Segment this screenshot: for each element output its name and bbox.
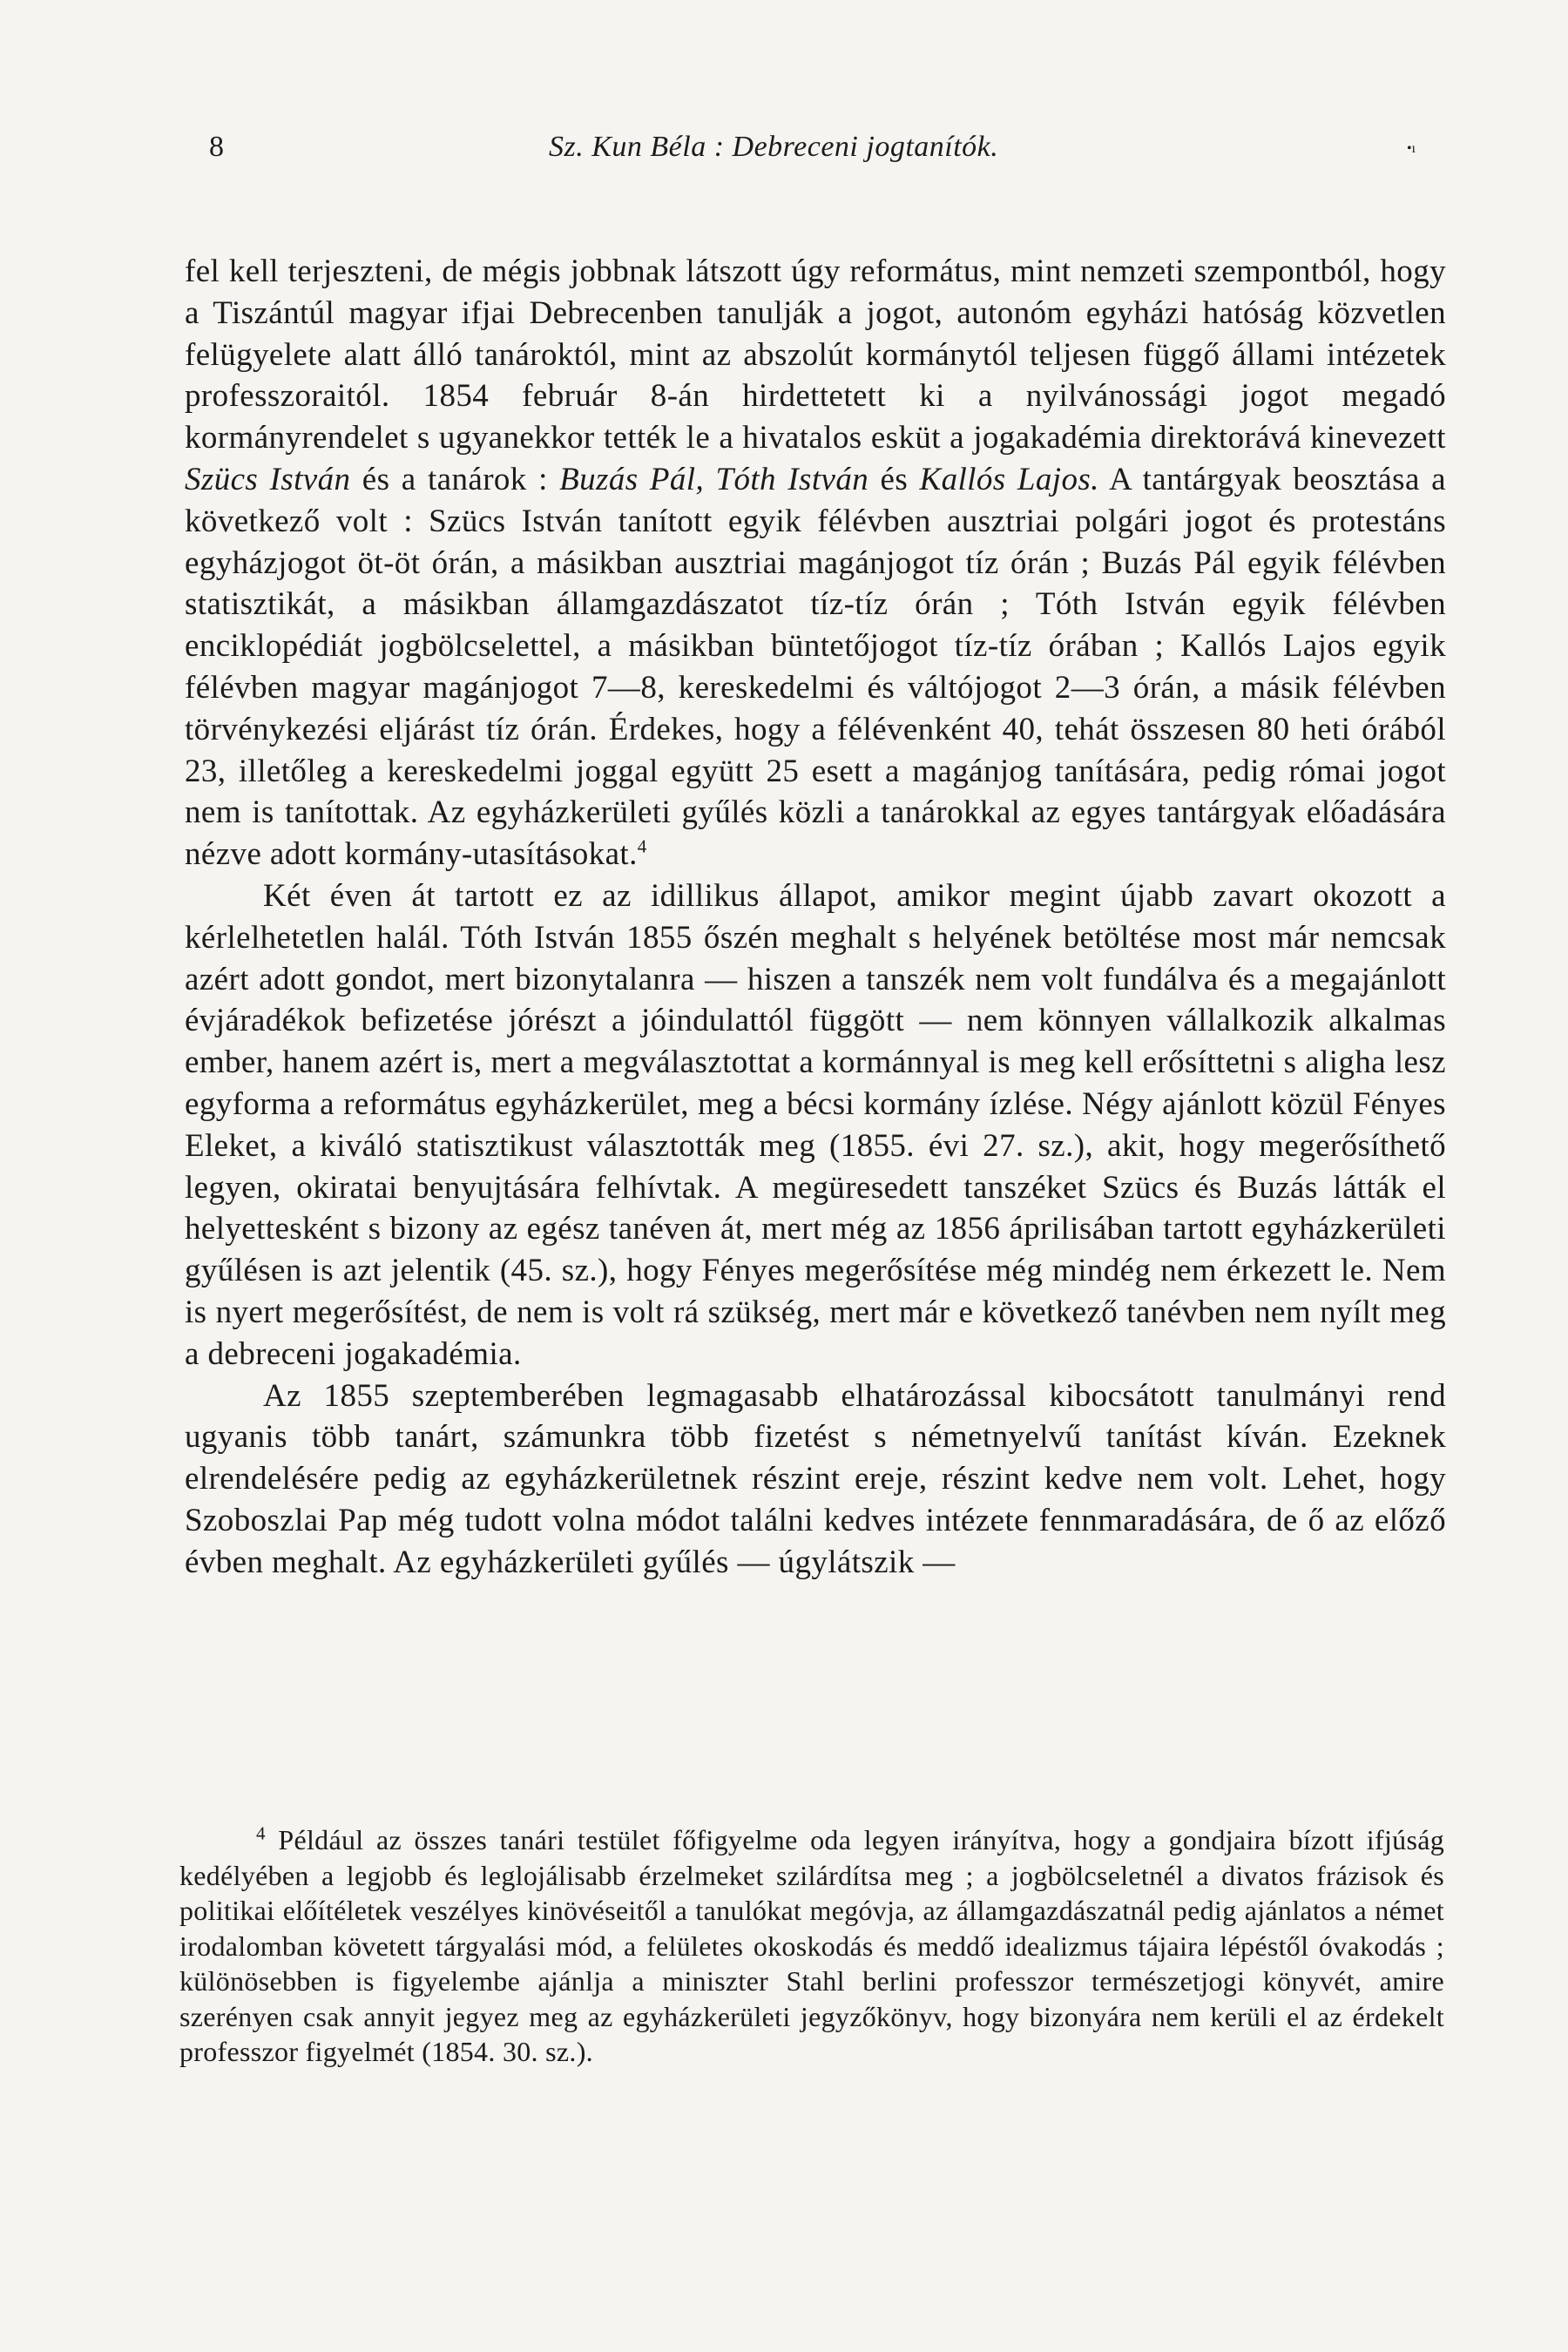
paragraph-3: Az 1855 szeptemberében legmagasabb elhatározással kibocsátott tanulmányi rend ugyanis több tanárt, számunkra több fizetést s németnyelvű tanítást kíván. Ezeknek elrendelésére pedig az egyházkerületnek részint ereje, részint kedve nem volt. Lehet, hogy Szoboszlai Pap még tudott volna módot találni kedves intézete fennmaradására, de ő az előző évben meghalt. Az egyházkerületi gyűlés — úgylátszik — — [185, 1377, 1446, 1580]
corner-mark: •ı — [1406, 141, 1416, 156]
name-kallos-lajos: Kallós Lajos. — [919, 461, 1099, 497]
page-header — [209, 131, 1416, 174]
paragraph-1-text-b: és a tanárok : — [350, 461, 560, 497]
footnote-marker: 4 — [256, 1822, 266, 1844]
footnote-reference: 4 — [637, 835, 647, 857]
body-text — [185, 251, 1446, 1584]
paragraph-1 — [185, 251, 1446, 875]
running-head: Sz. Kun Béla : Debreceni jogtanítók. — [549, 131, 999, 163]
paragraph-1-text-a: fel kell terjeszteni, de mégis jobbnak látszott úgy református, mint nemzeti szempontból, hogy a Tiszántúl magyar ifjai Debrecenben tanulják a jogot, autonóm egyházi hatóság közvetlen felügyelete alatt álló tanároktól, mint az abszolút kormánytól teljesen függő állami intézetek professzoraitól. 1854 február 8-án hirdettetett ki a nyilvánossági jogot megadó kormányrendelet s ugyanekkor tették le a hivatalos esküt a jogakadémia direktorává kinevezett — [185, 253, 1446, 456]
name-buzas-toth: Buzás Pál, Tóth István — [559, 461, 869, 497]
name-szucs-istvan: Szücs István — [185, 461, 351, 497]
footnote-4 — [179, 1822, 1444, 2070]
footnote-text: Például az összes tanári testület főfigyelme oda legyen irányítva, hogy a gondjaira bízott ifjúság kedélyében a legjobb és leglojálisabb érzelmeket szilárdítsa meg ; a jogbölcseletnél a divatos frázisok és politikai előítéletek veszélyes kinövéseitől a tanulókat megóvja, az államgazdászatnál pedig ajánlatos a német irodalomban követett tárgyalási mód, a felületes okoskodás és meddő idealizmus tájaira lépéstől óvakodás ; különösebben is figyelembe ajánlja a miniszter Stahl berlini professzor természetjogi könyvét, amire szerényen csak annyit jegyez meg az egyházkerületi jegyzőkönyv, hogy bizonyára nem kerüli el az érdekelt professzor figyelmét (1854. 30. sz.). — [179, 1824, 1444, 2067]
paragraph-1-text-c: és — [868, 461, 920, 497]
paragraph-1-text-d: A tantárgyak beosztása a következő volt : Szücs István tanított egyik félévben ausztriai polgári jogot és protestáns egyházjogot öt-öt órán, a másikban ausztriai magánjogot tíz órán ; Buzás Pál egyik félévben statisztikát, a másikban államgazdászatot tíz-tíz órán ; Tóth István egyik félévben enciklopédiát jogbölcselettel, a másikban büntetőjogot tíz-tíz órában ; Kallós Lajos egyik félévben magyar magánjogot 7—8, kereskedelmi és váltójogot 2—3 órán, a másik félévben törvénykezési eljárást tíz órán. Érdekes, hogy a félévenként 40, tehát összesen 80 heti órából 23, illetőleg a kereskedelmi joggal együtt 25 esett a magánjog tanítására, pedig római jogot nem is tanítottak. Az egyházkerületi gyűlés közli a tanárokkal az egyes tantárgyak előadására nézve adott kormány-utasításokat. — [185, 461, 1446, 873]
footnote — [179, 1822, 1444, 2070]
page-number: 8 — [209, 131, 224, 163]
paragraph-2: Két éven át tartott ez az idillikus állapot, amikor megint újabb zavart okozott a kérlelhetetlen halál. Tóth István 1855 őszén meghalt s helyének betöltése most már nemcsak azért adott gondot, mert bizonytalanra — hiszen a tanszék nem volt fundálva és a megajánlott évjáradékok befizetése jórészt a jóindulattól függött — nem könnyen vállalkozik alkalmas ember, hanem azért is, mert a megválasztottat a kormánnyal is meg kell erősíttetni s aligha lesz egyforma a református egyházkerület, meg a bécsi kormány ízlése. Négy ajánlott közül Fényes Eleket, a kiváló statisztikust választották meg (1855. évi 27. sz.), akit, hogy megerősíthető legyen, okiratai benyujtására felhívtak. A megüresedett tanszéket Szücs és Buzás látták el helyettesként s bizony az egész tanéven át, mert még az 1856 áprilisában tartott egyházkerületi gyűlésen is azt jelentik (45. sz.), hogy Fényes megerősítése még mindég nem érkezett le. Nem is nyert megerősítést, de nem is volt rá szükség, mert már e következő tanévben nem nyílt meg a debreceni jogakadémia. — [185, 877, 1446, 1372]
